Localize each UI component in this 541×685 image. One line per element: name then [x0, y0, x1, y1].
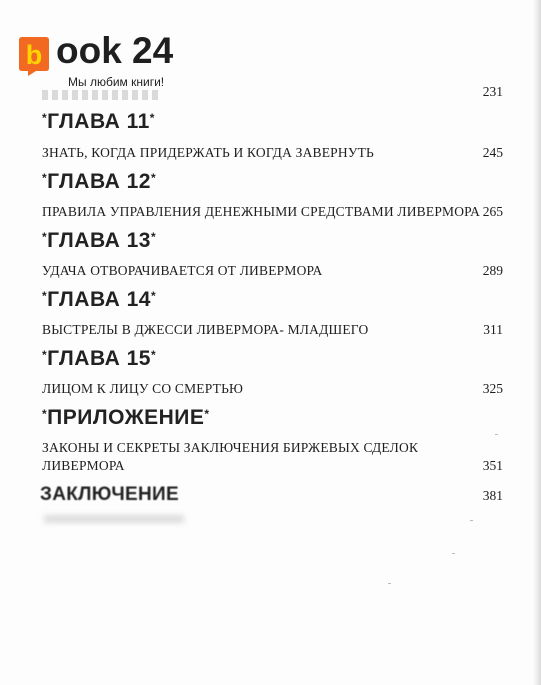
page-fold-shadow [532, 0, 541, 685]
cropped-previous-title [42, 90, 162, 100]
chapter-heading: *ГЛАВА 13* [42, 229, 157, 252]
page-number: 351 [482, 458, 503, 473]
page-number: 325 [482, 381, 503, 396]
appendix-title-line1: ЗАКОНЫ И СЕКРЕТЫ ЗАКЛЮЧЕНИЯ БИРЖЕВЫХ СДЕЛОК [42, 440, 419, 455]
logo-letter: b [25, 40, 43, 70]
chapter-heading: *ГЛАВА 14* [42, 288, 157, 311]
page-number: 381 [482, 488, 503, 503]
speck [470, 520, 473, 521]
appendix-heading: *ПРИЛОЖЕНИЕ* [42, 406, 210, 429]
chapter-title: ЛИЦОМ К ЛИЦУ СО СМЕРТЬЮ [42, 381, 244, 396]
chapter-heading: *ГЛАВА 11* [42, 110, 155, 133]
page-number: 289 [482, 263, 503, 278]
page-number: 231 [482, 84, 503, 99]
print-smudge [44, 515, 184, 523]
page-number: 311 [483, 322, 503, 337]
logo-slogan: Мы любим книги! [68, 75, 165, 89]
book24-logo-icon [16, 36, 52, 76]
conclusion-heading: ЗАКЛЮЧЕНИЕ [40, 484, 179, 505]
speck [452, 553, 455, 554]
chapter-heading: *ГЛАВА 15* [42, 347, 157, 370]
chapter-heading: *ГЛАВА 12* [42, 170, 157, 193]
appendix-title-line2: ЛИВЕРМОРА [42, 458, 125, 473]
logo-wordmark: ook 24 [56, 30, 174, 71]
page-number: 245 [482, 145, 503, 160]
page-number: 265 [482, 204, 503, 219]
speck [388, 583, 391, 584]
chapter-title: ЗНАТЬ, КОГДА ПРИДЕРЖАТЬ И КОГДА ЗАВЕРНУТЬ [42, 145, 374, 160]
chapter-title: ПРАВИЛА УПРАВЛЕНИЯ ДЕНЕЖНЫМИ СРЕДСТВАМИ ЛИВЕРМОРА [42, 204, 481, 219]
chapter-title: ВЫСТРЕЛЫ В ДЖЕССИ ЛИВЕРМОРА- МЛАДШЕГО [42, 322, 369, 337]
speck [495, 434, 498, 435]
chapter-title: УДАЧА ОТВОРАЧИВАЕТСЯ ОТ ЛИВЕРМОРА [42, 263, 323, 278]
